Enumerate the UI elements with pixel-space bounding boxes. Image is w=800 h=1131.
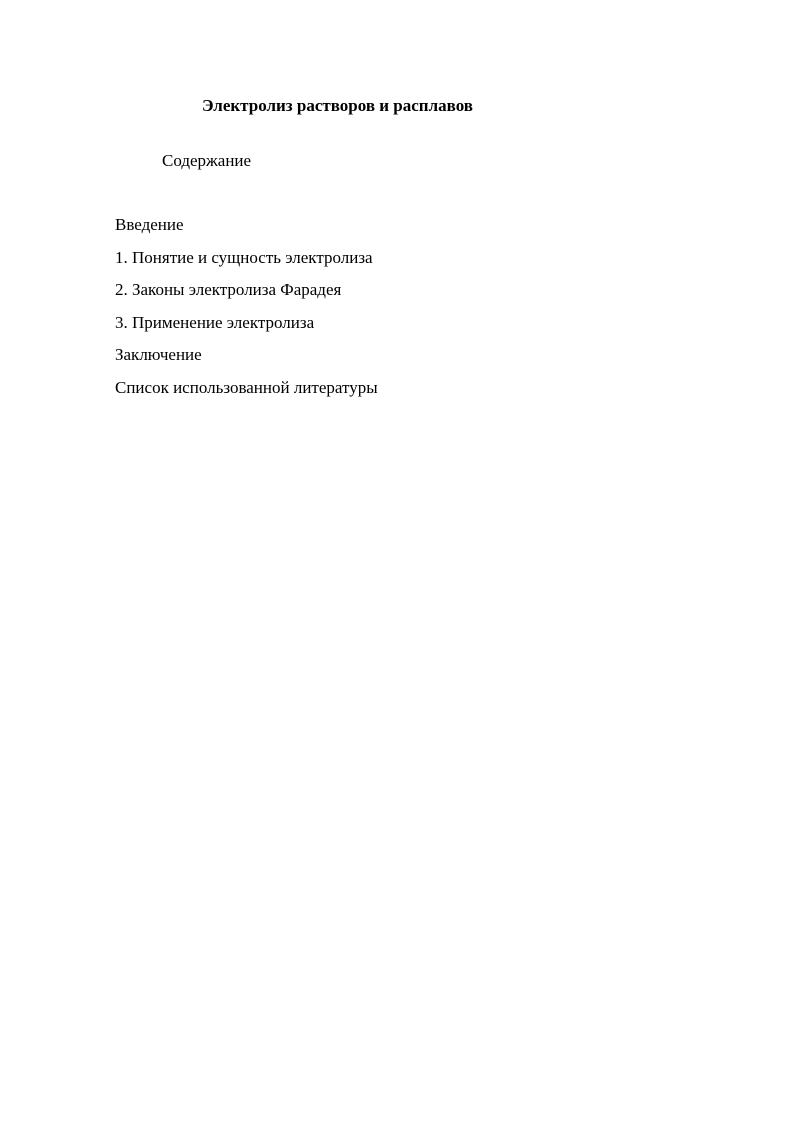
document-title: Электролиз растворов и расплавов bbox=[202, 96, 473, 115]
toc-item-introduction: Введение bbox=[115, 215, 184, 234]
toc-item-concept: 1. Понятие и сущность электролиза bbox=[115, 247, 373, 267]
toc-item-faraday-laws: 2. Законы электролиза Фарадея bbox=[115, 280, 342, 299]
toc-item-references: Список использованной литературы bbox=[115, 377, 378, 397]
toc-item-conclusion: Заключение bbox=[115, 345, 202, 364]
toc-heading: Содержание bbox=[162, 151, 252, 170]
table-of-contents bbox=[115, 214, 378, 409]
toc-item-application: 3. Применение электролиза bbox=[115, 312, 315, 332]
